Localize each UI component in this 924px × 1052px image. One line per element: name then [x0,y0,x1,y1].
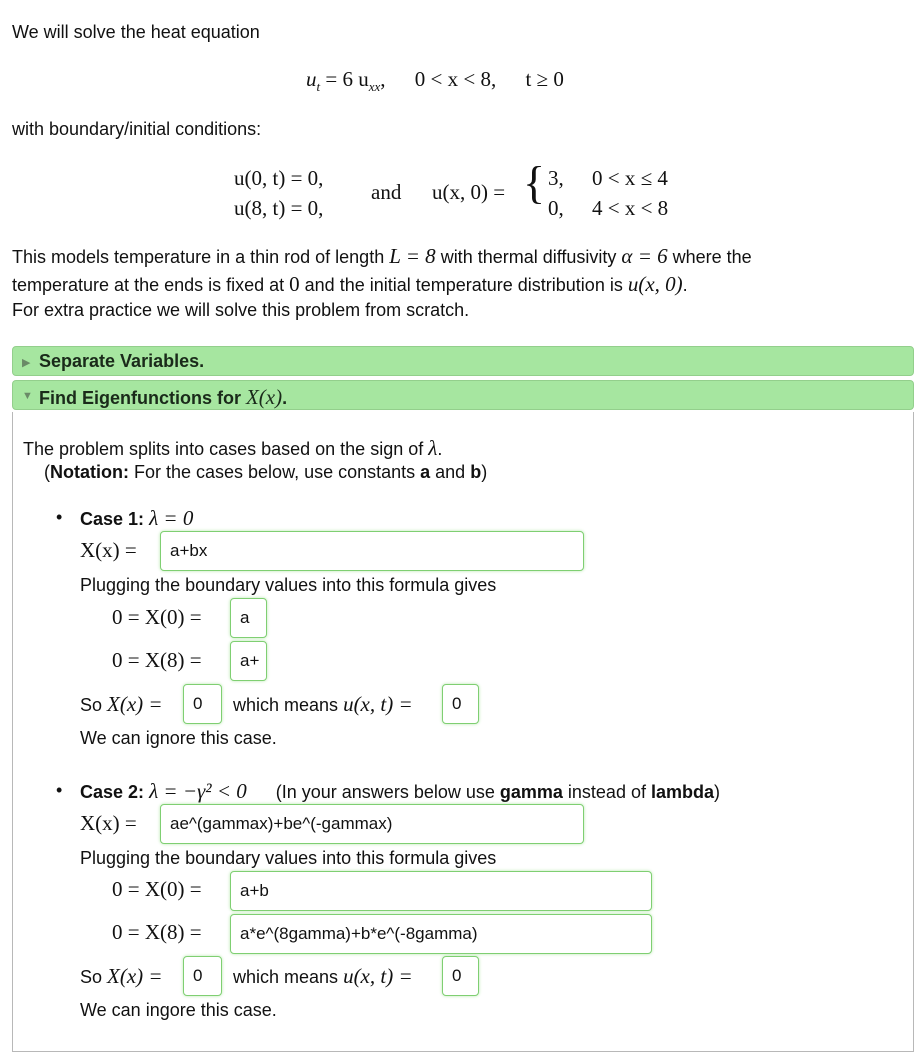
case-1-which-text: which means u(x, t) = [233,692,413,716]
ic-case-2-cond: 4 < x < 8 [592,196,669,220]
bc-intro: with boundary/initial conditions: [12,119,262,139]
case-1-X-input[interactable]: a+bx [160,531,584,571]
case-1-X-label: X(x) = [80,538,137,562]
case-1-bv8-label: 0 = X(8) = [112,648,202,672]
case-1-heading: Case 1: λ = 0 [80,506,194,530]
description-line-1: This models temperature in a thin rod of length L = 8 with thermal diffusivity α = 6 where the [12,244,752,268]
case-2-which-text: which means u(x, t) = [233,964,413,988]
case-1-X-result-input[interactable]: 0 [183,684,222,724]
case-2-bv0-label: 0 = X(0) = [112,877,202,901]
description-line-3: For extra practice we will solve this problem from scratch. [12,300,470,320]
section-separate-variables-label: Separate Variables. [39,351,205,371]
section-separate-variables[interactable] [12,346,914,376]
section-find-eigenfunctions[interactable] [12,380,914,410]
case-2-bv8-label: 0 = X(8) = [112,920,202,944]
cases-intro: The problem splits into cases based on the sign of λ. [23,436,443,460]
case-1-so-text: So X(x) = [80,692,163,716]
case-2-bv0-input[interactable]: a+b [230,871,652,911]
case-2-X-result-input[interactable]: 0 [183,956,222,996]
case-1-ignore-text: We can ignore this case. [80,728,277,748]
case-2-X-label: X(x) = [80,811,137,835]
case-2-so-text: So X(x) = [80,964,163,988]
heat-equation: $u_t = 6$ $u_{xx}$, 0 < x < 8, t ≥ 0 [306,67,564,95]
bc-and: and [371,180,402,204]
case-1-bv0-input[interactable]: a [230,598,267,638]
ic-case-1-cond: 0 < x ≤ 4 [592,166,668,190]
case-2-ignore-text: We can ingore this case. [80,1000,277,1020]
case-2-X-input[interactable]: ae^(gammax)+be^(-gammax) [160,804,584,844]
bullet-icon: • [56,507,63,527]
case-2-bv8-input[interactable]: a*e^(8gamma)+b*e^(-8gamma) [230,914,652,954]
notation-note: (Notation: For the cases below, use constants a and b) [44,462,488,482]
section-find-eigenfunctions-label: Find Eigenfunctions for X(x). [39,385,288,409]
intro-text: We will solve the heat equation [12,22,260,42]
piecewise-brace: { [523,157,546,208]
caret-down-icon: ▼ [22,390,33,402]
case-2-plug-text: Plugging the boundary values into this formula gives [80,848,497,868]
case-1-bv8-input[interactable]: a+ [230,641,267,681]
ic-lhs: u(x, 0) = [432,180,506,204]
case-2-heading: Case 2: λ = −γ² < 0 (In your answers below use gamma instead of lambda) [80,779,720,803]
case-2-u-result-input[interactable]: 0 [442,956,479,996]
bullet-icon: • [56,780,63,800]
case-1-bv0-label: 0 = X(0) = [112,605,202,629]
bc-line-1: u(0, t) = 0, [234,166,324,190]
ic-case-1-value: 3, [548,166,564,190]
bc-line-2: u(8, t) = 0, [234,196,324,220]
case-1-u-result-input[interactable]: 0 [442,684,479,724]
description-line-2: temperature at the ends is fixed at 0 and the initial temperature distribution is u(x, 0). [12,272,688,296]
ic-case-2-value: 0, [548,196,564,220]
caret-right-icon: ▶ [22,357,31,369]
case-1-plug-text: Plugging the boundary values into this formula gives [80,575,497,595]
